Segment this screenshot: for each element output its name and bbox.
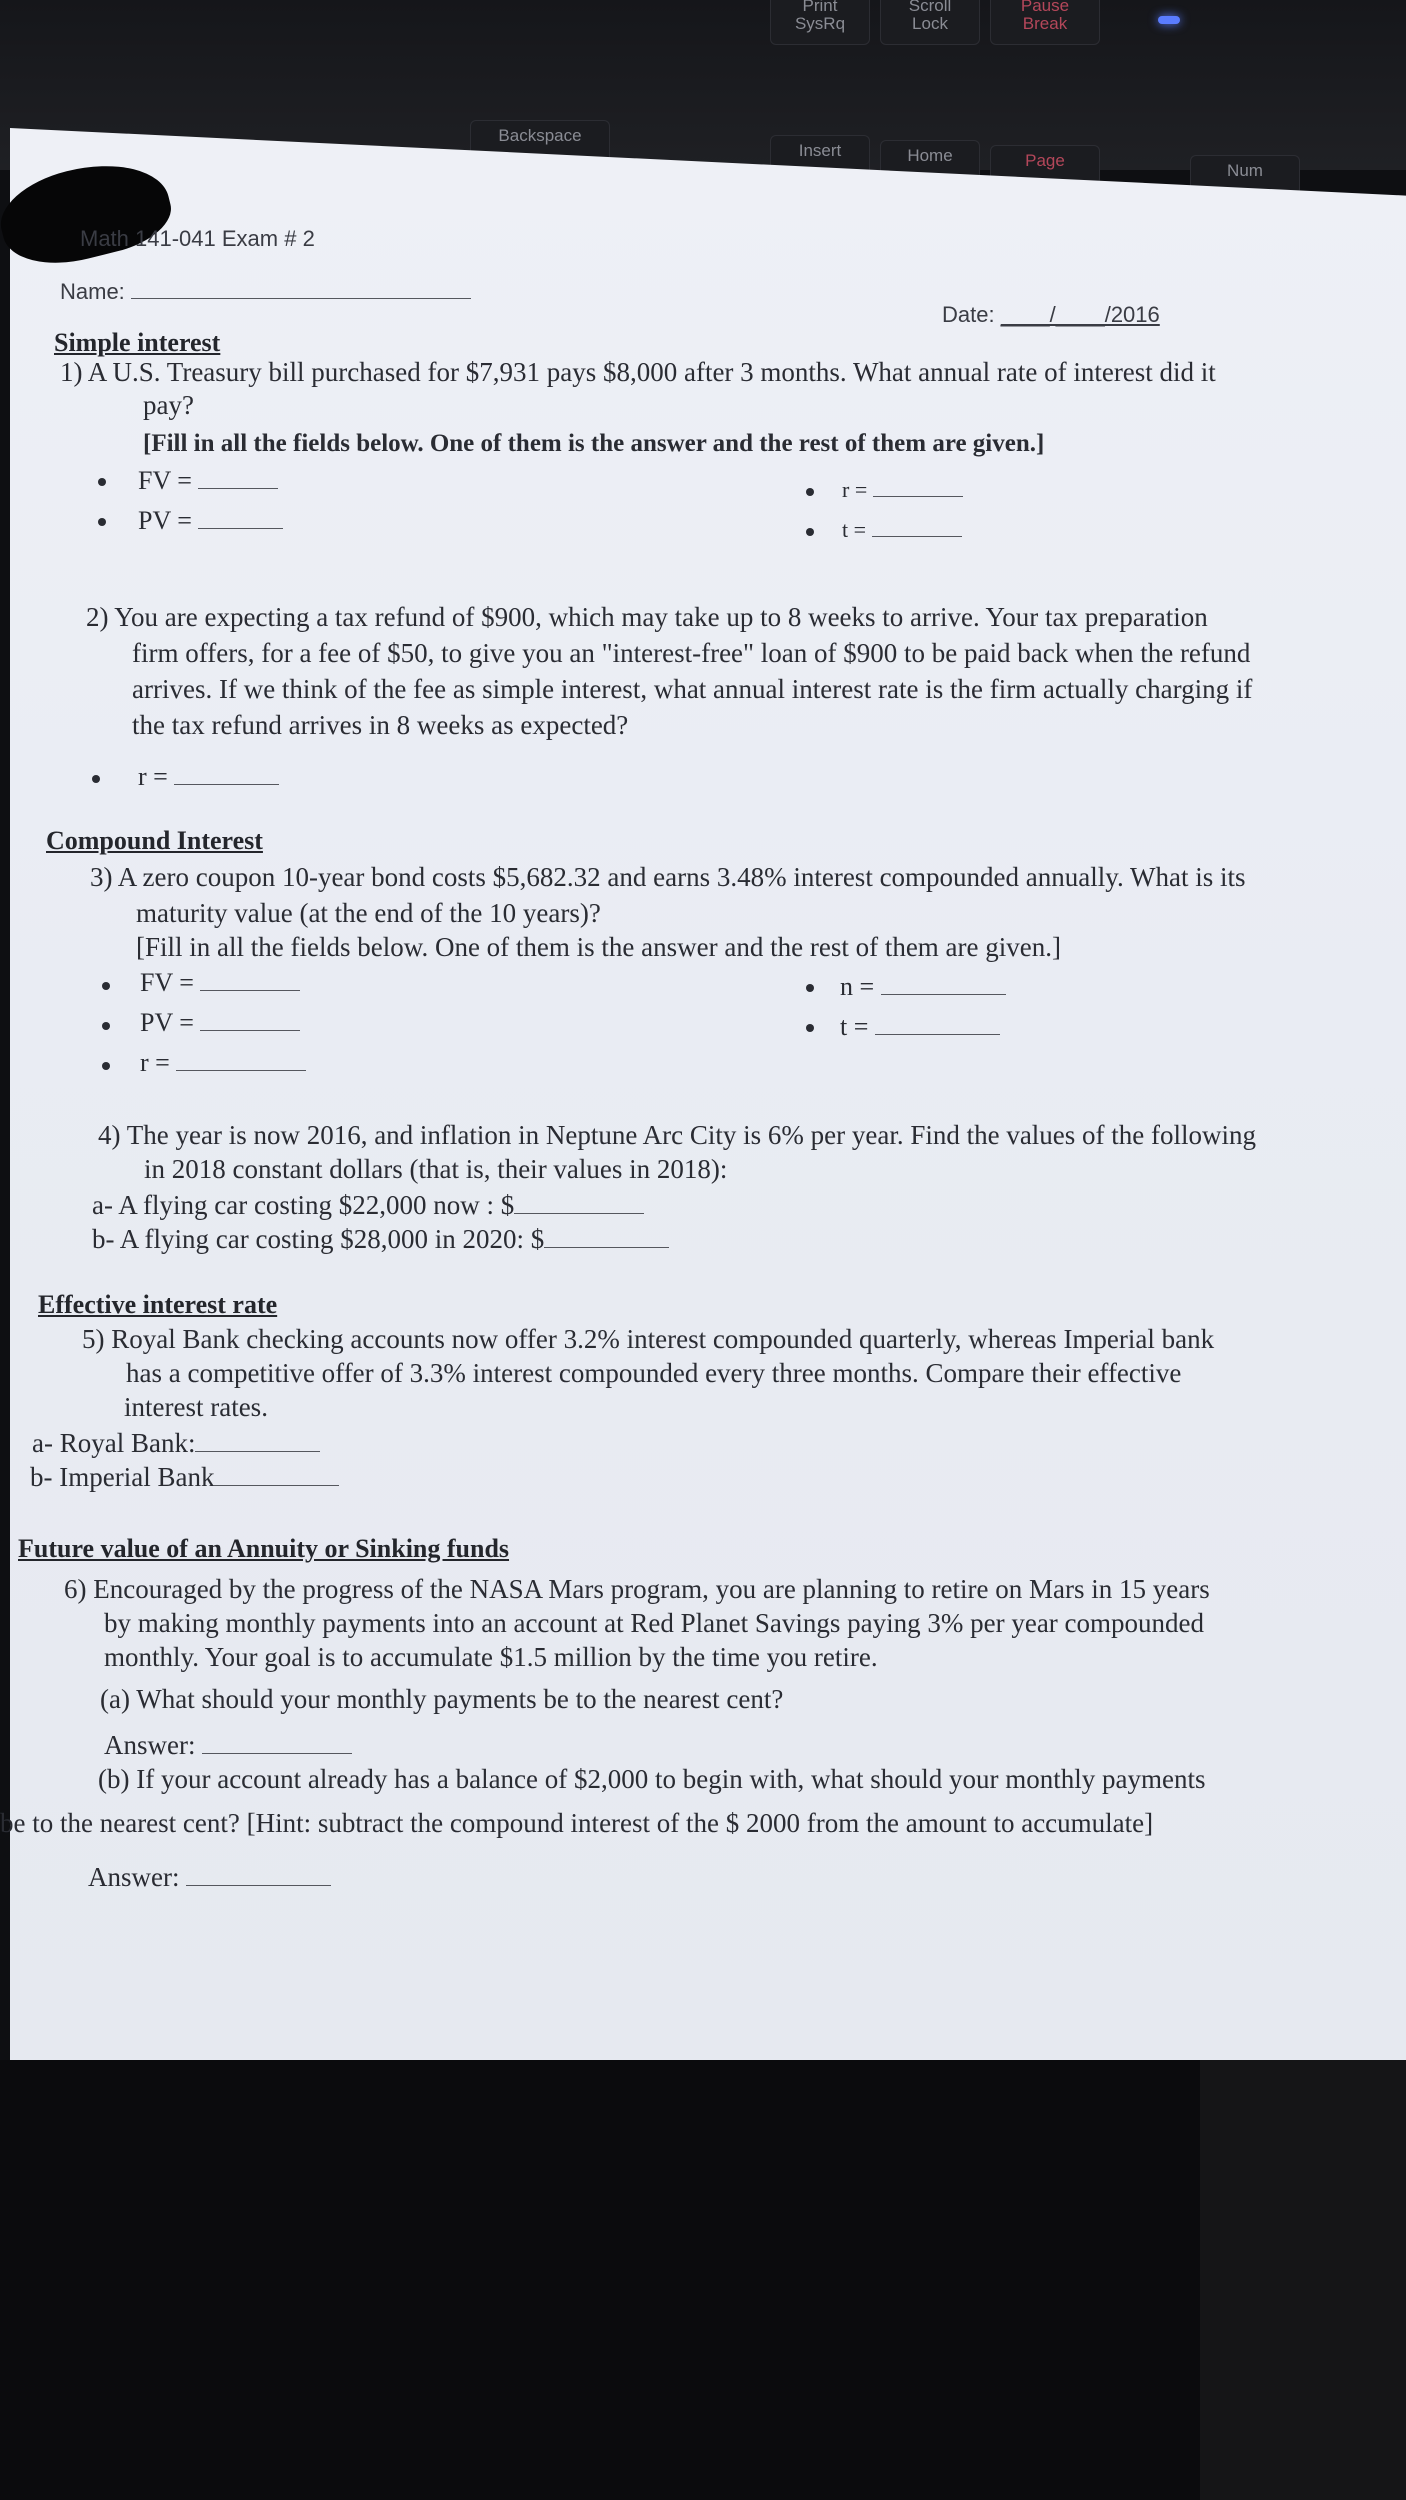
key-insert: Insert xyxy=(770,135,870,175)
section-compound-interest: Compound Interest xyxy=(46,826,263,855)
desk-background xyxy=(0,2060,1406,2500)
q2-text-line2: firm offers, for a fee of $50, to give you an "interest-free" loan of $900 to be paid back when the refund xyxy=(132,638,1251,668)
q1-instructions: [Fill in all the fields below. One of them is the answer and the rest of them are given.] xyxy=(143,430,1045,457)
q4-text-line2: in 2018 constant dollars (that is, their values in 2018): xyxy=(144,1154,728,1184)
bullet xyxy=(102,1062,110,1070)
q2-text-line4: the tax refund arrives in 8 weeks as expected? xyxy=(132,710,629,740)
key-backspace: Backspace xyxy=(470,120,610,170)
q3-t-field: t = xyxy=(840,1008,1000,1042)
bullet xyxy=(92,775,100,783)
q6-answer-b: Answer: xyxy=(88,1858,331,1893)
q1-pv-field: PV = xyxy=(138,502,283,536)
q6-answer-a: Answer: xyxy=(104,1726,352,1761)
date-field: Date: ____/____/2016 xyxy=(942,302,1160,327)
bullet xyxy=(98,478,106,486)
q6-text-line2: by making monthly payments into an account at Red Planet Savings paying 3% per year compounded xyxy=(104,1608,1205,1638)
q4-part-a: a- A flying car costing $22,000 now : $ xyxy=(92,1186,644,1221)
q5-text-line1: 5) Royal Bank checking accounts now offer 3.2% interest compounded quarterly, whereas Imperial bank xyxy=(82,1324,1215,1354)
q5-text-line2: has a competitive offer of 3.3% interest compounded every three months. Compare their effective xyxy=(126,1358,1182,1388)
q5-part-a: a- Royal Bank: xyxy=(32,1424,320,1459)
q3-r-field: r = xyxy=(140,1044,306,1078)
q2-text-line1: 2) You are expecting a tax refund of $900, which may take up to 8 weeks to arrive. Your tax preparation xyxy=(86,602,1208,632)
q3-n-field: n = xyxy=(840,968,1006,1002)
bullet xyxy=(102,982,110,990)
q5-part-b: b- Imperial Bank xyxy=(30,1458,339,1493)
bullet xyxy=(806,984,814,992)
bullet xyxy=(102,1022,110,1030)
section-future-value-annuity: Future value of an Annuity or Sinking funds xyxy=(18,1534,510,1563)
q3-text-line2: maturity value (at the end of the 10 years)? xyxy=(136,898,601,928)
q6-text-line3: monthly. Your goal is to accumulate $1.5 million by the time you retire. xyxy=(104,1642,878,1672)
q1-r-field: r = xyxy=(842,474,963,503)
bullet xyxy=(806,1024,814,1032)
q2-text-line3: arrives. If we think of the fee as simple interest, what annual interest rate is the firm actually charging if xyxy=(132,674,1253,704)
q6-text-line1: 6) Encouraged by the progress of the NASA Mars program, you are planning to retire on Mars in 15 years xyxy=(64,1574,1210,1604)
q6-part-a: (a) What should your monthly payments be to the nearest cent? xyxy=(100,1684,784,1714)
q4-part-b: b- A flying car costing $28,000 in 2020: $ xyxy=(92,1220,669,1255)
bullet xyxy=(98,518,106,526)
q6-part-b-line1: (b) If your account already has a balance of $2,000 to begin with, what should your monthly payments xyxy=(98,1764,1206,1794)
key-pause-break: Pause Break xyxy=(990,0,1100,45)
bullet xyxy=(806,488,814,496)
key-num: Num xyxy=(1190,155,1300,195)
key-page: Page xyxy=(990,145,1100,185)
q3-instructions: [Fill in all the fields below. One of them is the answer and the rest of them are given.] xyxy=(136,932,1061,962)
desk-corner xyxy=(1200,2060,1406,2500)
q1-text-line2: pay? xyxy=(143,390,194,420)
key-scroll-lock: Scroll Lock xyxy=(880,0,980,45)
q1-fv-field: FV = xyxy=(138,462,278,496)
exam-title: Math 141-041 Exam # 2 xyxy=(80,226,315,251)
q5-text-line3: interest rates. xyxy=(124,1392,268,1422)
q3-fv-field: FV = xyxy=(140,964,300,998)
q1-text-line1: 1) A U.S. Treasury bill purchased for $7,931 pays $8,000 after 3 months. What annual rate of interest did it xyxy=(60,357,1216,387)
keyboard-led xyxy=(1158,16,1180,24)
key-sysrq: Print SysRq xyxy=(770,0,870,45)
section-effective-interest-rate: Effective interest rate xyxy=(38,1290,278,1319)
bullet xyxy=(806,528,814,536)
q3-pv-field: PV = xyxy=(140,1004,300,1038)
q1-t-field: t = xyxy=(842,514,962,543)
q4-text-line1: 4) The year is now 2016, and inflation in Neptune Arc City is 6% per year. Find the values of the following xyxy=(98,1120,1257,1150)
key-home: Home xyxy=(880,140,980,180)
section-simple-interest: Simple interest xyxy=(54,328,221,357)
q2-r-field: r = xyxy=(138,758,279,792)
q6-part-b-line2: be to the nearest cent? [Hint: subtract the compound interest of the $ 2000 from the amount to accumulate] xyxy=(0,1808,1154,1838)
name-label: Name: xyxy=(60,276,471,305)
q3-text-line1: 3) A zero coupon 10-year bond costs $5,682.32 and earns 3.48% interest compounded annually. What is its xyxy=(90,862,1246,892)
